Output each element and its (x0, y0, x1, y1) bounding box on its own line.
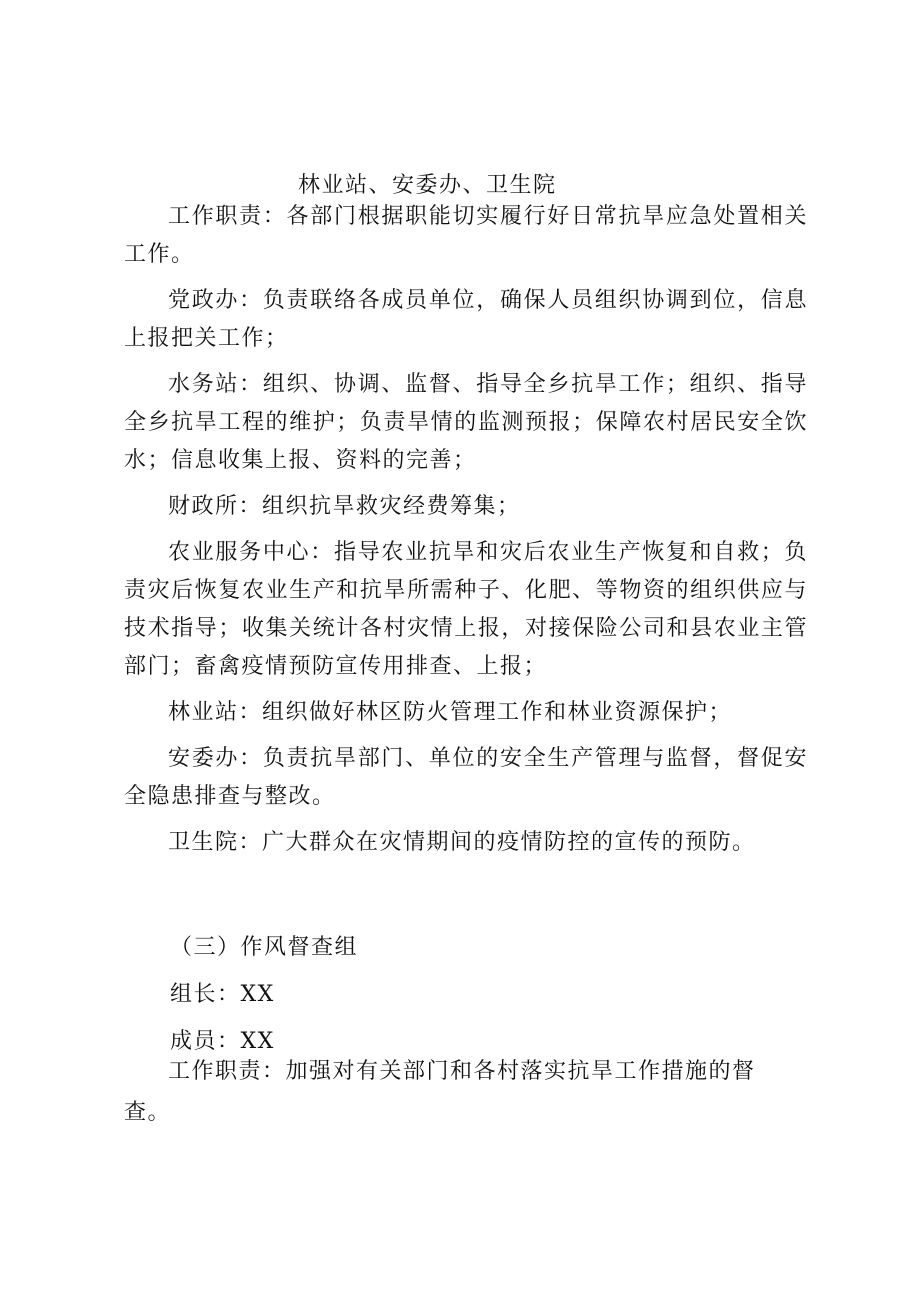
leader-line: 组长：XX (170, 982, 275, 1007)
section-title: （三）作风督查组 (170, 935, 359, 960)
duty-paragraphs (124, 198, 808, 870)
paragraph-finance-office: 财政所：组织抗旱救灾经费筹集； (168, 494, 521, 519)
paragraph-party-office: 党政办：负责联络各成员单位，确保人员组织协调到位，信息上报把关工作； (124, 288, 808, 351)
paragraph-health-center: 卫生院：广大群众在灾情期间的疫情防控的宣传的预防。 (168, 830, 756, 855)
paragraph-forestry-station: 林业站：组织做好林区防火管理工作和林业资源保护； (168, 700, 733, 725)
paragraph-water-station: 水务站：组织、协调、监督、指导全乡抗旱工作；组织、指导全乡抗旱工程的维护；负责旱情的监测预报；保障农村居民安全饮水；信息收集上报、资料的完善； (124, 372, 808, 473)
duty-line-2: 查。 (124, 1100, 172, 1125)
duty-line-1: 工作职责：加强对有关部门和各村落实抗旱工作措施的督 (168, 1059, 756, 1084)
members-line: 成员：XX (170, 1029, 275, 1054)
paragraph-general-duty: 工作职责：各部门根据职能切实履行好日常抗旱应急处置相关工作。 (124, 204, 808, 267)
paragraph-agriculture-center: 农业服务中心：指导农业抗旱和灾后农业生产恢复和自救；负责灾后恢复农业生产和抗旱所需种子、化肥、等物资的组织供应与技术指导；收集关统计各村灾情上报，对接保险公司和县农业主管部门；畜禽疫情预防宣传用排查、上报； (124, 540, 808, 679)
paragraph-safety-office: 安委办：负责抗旱部门、单位的安全生产管理与监督，督促安全隐患排查与整改。 (124, 746, 808, 809)
heading-line: 林业站、安委办、卫生院 (298, 173, 557, 198)
